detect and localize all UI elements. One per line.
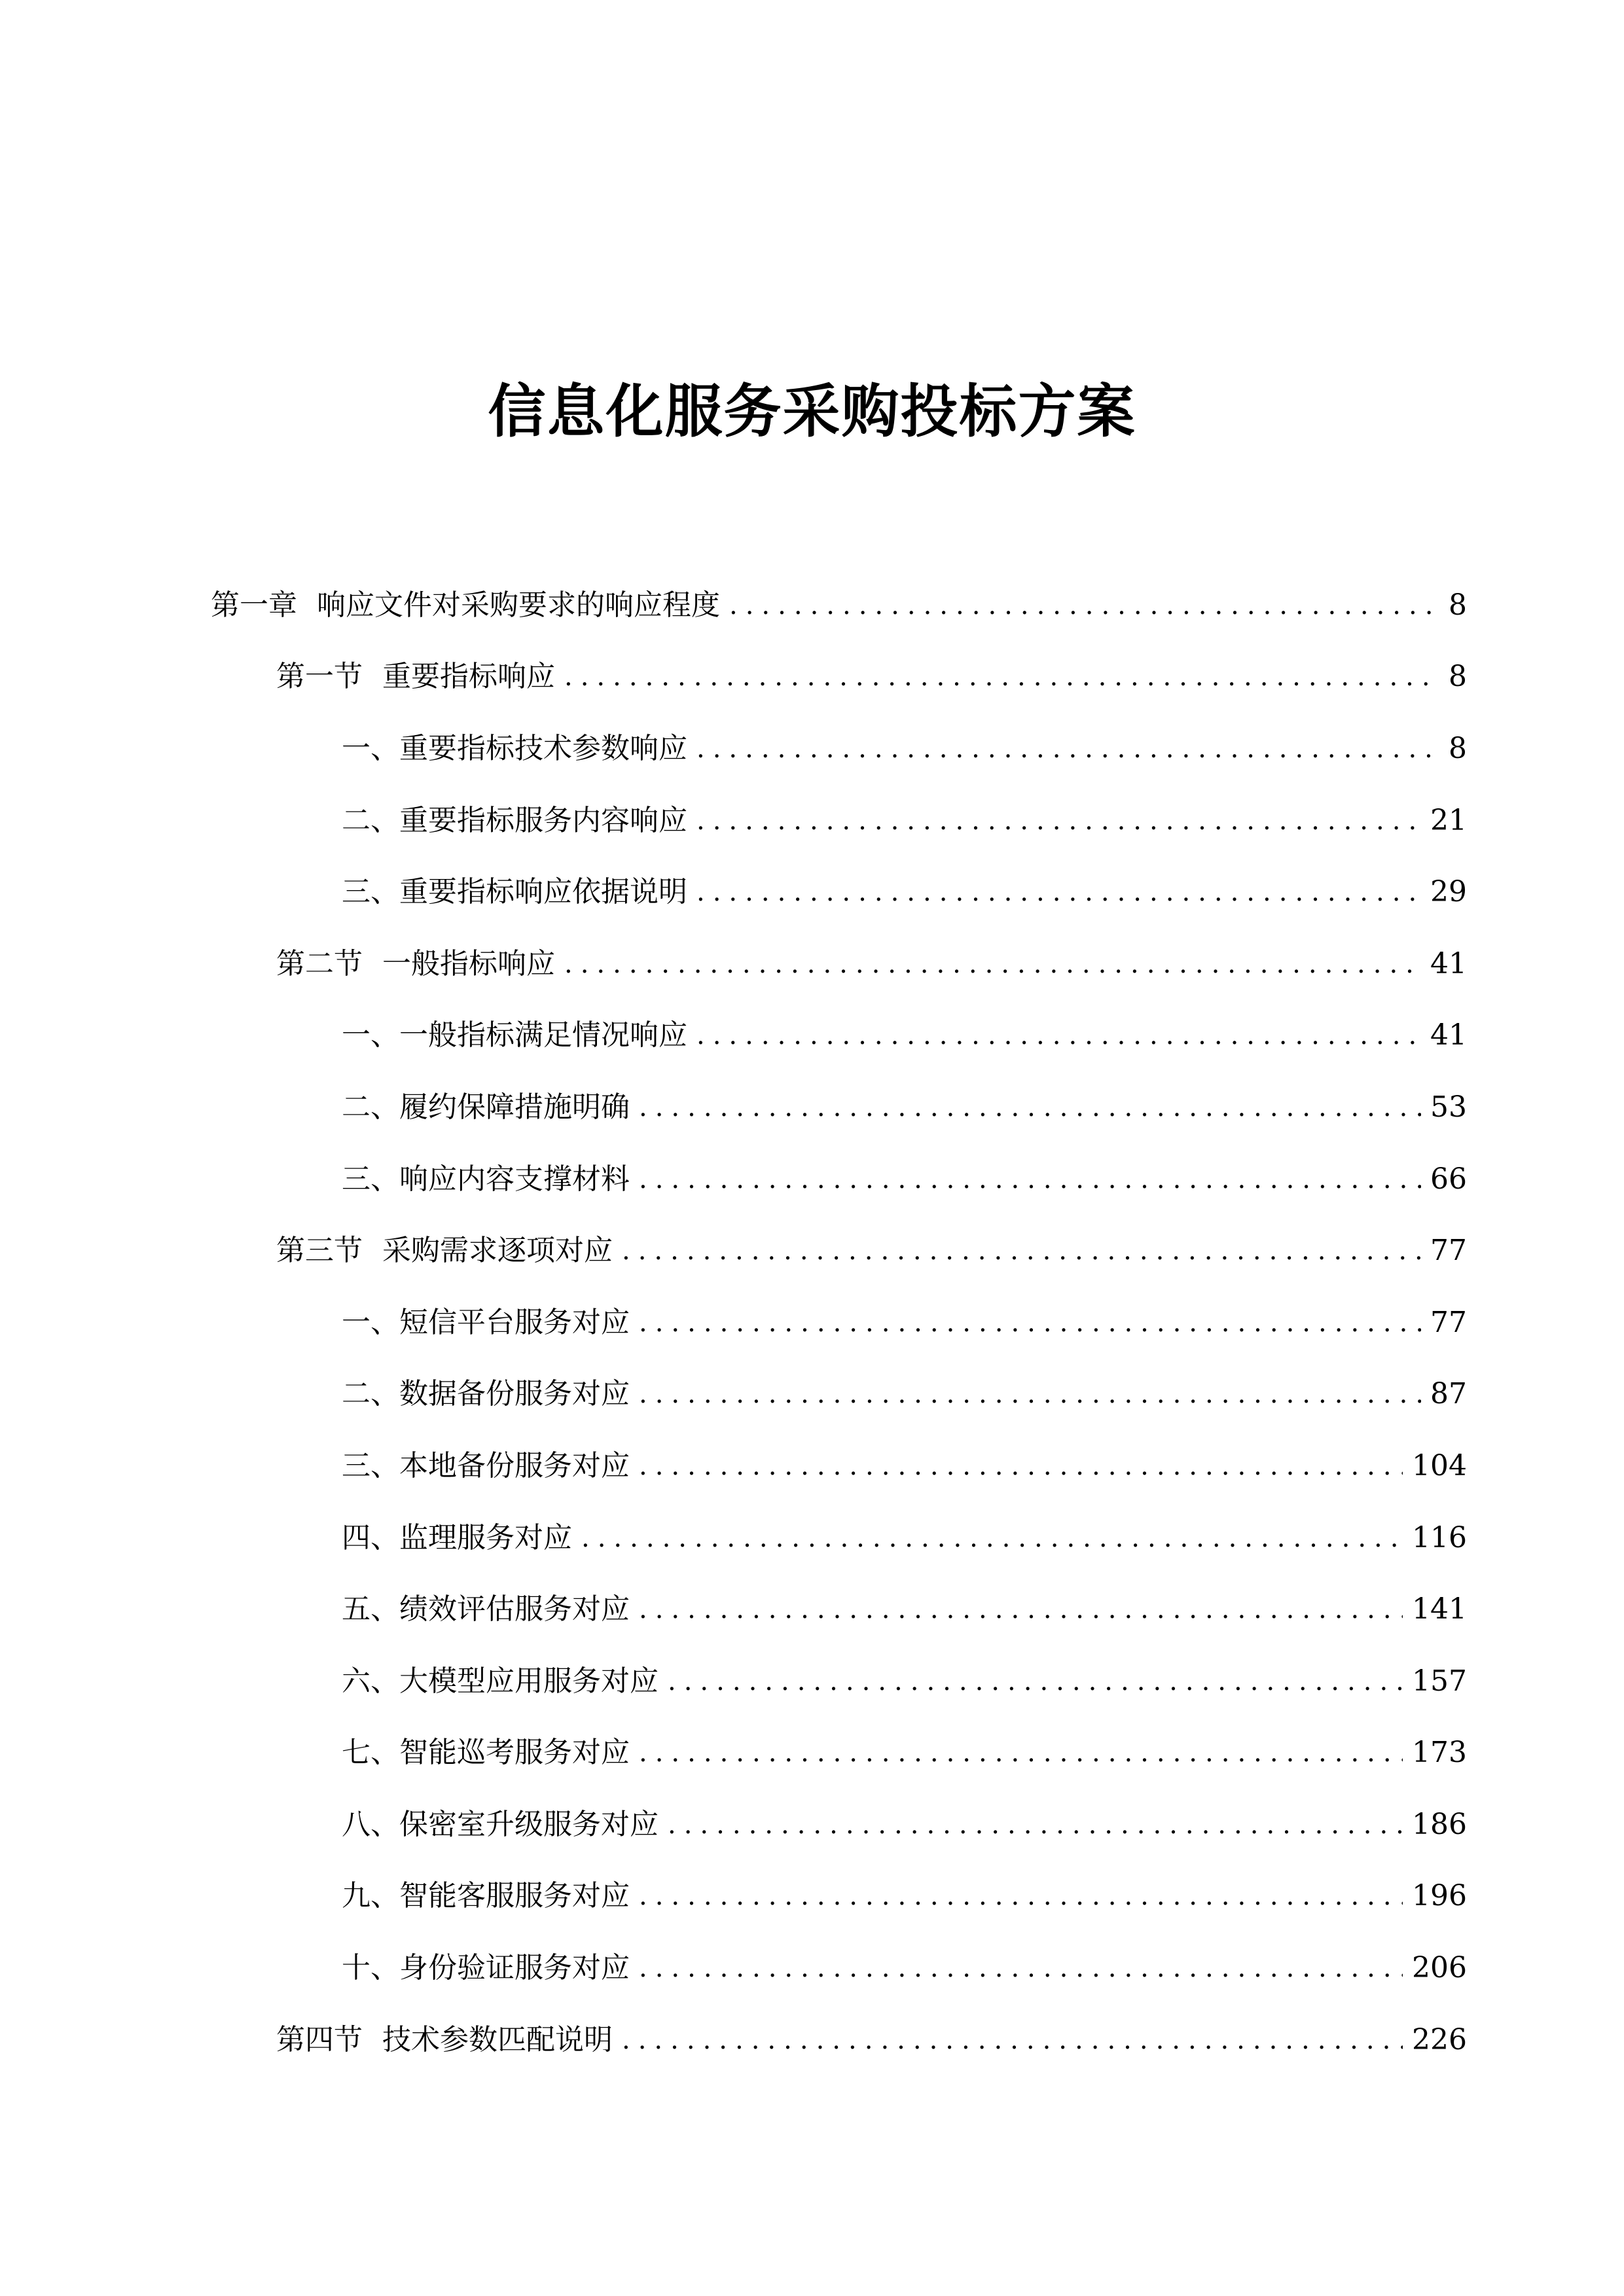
toc-entry-title: 身份验证服务对应 [399, 1951, 630, 1985]
toc-entry-page: 87 [1430, 1377, 1467, 1411]
toc-entry-item[interactable] [0, 1573, 1624, 1645]
toc-entry-number: 三、 [342, 1448, 399, 1482]
toc-entry-item[interactable] [0, 1645, 1624, 1717]
toc-leader-dots [622, 2020, 1403, 2060]
toc-entry-number: 十、 [342, 1951, 399, 1985]
table-of-contents [0, 569, 1624, 2075]
toc-entry-item[interactable] [0, 856, 1624, 928]
toc-leader-dots [564, 944, 1421, 984]
toc-entry-title: 本地备份服务对应 [399, 1448, 630, 1482]
document-title: 信息化服务采购投标方案 [488, 377, 1136, 445]
toc-entry-item[interactable] [0, 785, 1624, 857]
toc-entry-number: 五、 [342, 1592, 399, 1626]
toc-leader-dots [639, 1160, 1421, 1199]
toc-leader-dots [639, 1303, 1421, 1342]
toc-entry-item[interactable] [0, 713, 1624, 785]
toc-entry-number: 一、 [342, 731, 399, 765]
toc-entry-page: 8 [1449, 588, 1467, 622]
toc-entry-title: 技术参数匹配说明 [382, 2022, 613, 2056]
toc-entry-number: 二、 [342, 1090, 399, 1124]
toc-leader-dots [639, 1733, 1403, 1772]
toc-entry-page: 29 [1430, 875, 1467, 909]
toc-entry-number: 第三节 [276, 1234, 363, 1268]
toc-entry-page: 8 [1449, 660, 1467, 694]
toc-entry-section-4[interactable] [0, 2004, 1624, 2076]
toc-entry-number: 第四节 [276, 2022, 363, 2056]
toc-leader-dots [639, 1948, 1403, 1988]
toc-entry-number: 七、 [342, 1736, 399, 1770]
toc-entry-chapter-1[interactable] [0, 569, 1624, 641]
toc-entry-number: 三、 [342, 1162, 399, 1196]
toc-entry-page: 186 [1412, 1807, 1467, 1841]
toc-entry-title: 重要指标响应 [382, 660, 555, 694]
toc-entry-page: 196 [1412, 1879, 1467, 1913]
toc-entry-title: 监理服务对应 [399, 1520, 572, 1554]
toc-entry-number: 二、 [342, 1377, 399, 1411]
toc-entry-number: 第一章 [211, 588, 297, 622]
toc-entry-number: 一、 [342, 1305, 399, 1339]
toc-entry-page: 53 [1430, 1090, 1467, 1124]
toc-entry-page: 157 [1412, 1664, 1467, 1698]
toc-entry-item[interactable] [0, 1430, 1624, 1502]
toc-entry-page: 104 [1412, 1448, 1467, 1482]
toc-entry-page: 77 [1430, 1305, 1467, 1339]
toc-entry-number: 一、 [342, 1018, 399, 1052]
toc-entry-item[interactable] [0, 1287, 1624, 1359]
toc-leader-dots [639, 1446, 1403, 1486]
toc-entry-item[interactable] [0, 1789, 1624, 1861]
toc-entry-item[interactable] [0, 1000, 1624, 1072]
toc-entry-number: 六、 [342, 1664, 399, 1698]
toc-leader-dots [668, 1805, 1403, 1844]
toc-entry-item[interactable] [0, 1143, 1624, 1215]
toc-entry-section-1[interactable] [0, 641, 1624, 713]
toc-leader-dots [639, 1876, 1403, 1916]
toc-leader-dots [696, 729, 1439, 768]
toc-entry-number: 第一节 [276, 660, 363, 694]
toc-entry-title: 短信平台服务对应 [399, 1305, 630, 1339]
toc-entry-number: 四、 [342, 1520, 399, 1554]
toc-leader-dots [668, 1662, 1403, 1701]
toc-entry-page: 41 [1430, 946, 1467, 980]
toc-entry-title: 智能客服服务对应 [399, 1879, 630, 1913]
toc-entry-page: 226 [1412, 2022, 1467, 2056]
toc-entry-section-2[interactable] [0, 928, 1624, 1000]
toc-entry-item[interactable] [0, 1502, 1624, 1574]
toc-leader-dots [729, 586, 1439, 625]
toc-entry-number: 二、 [342, 803, 399, 837]
toc-entry-item[interactable] [0, 1932, 1624, 2004]
toc-entry-title: 重要指标技术参数响应 [399, 731, 687, 765]
toc-entry-page: 21 [1430, 803, 1467, 837]
toc-entry-title: 智能巡考服务对应 [399, 1736, 630, 1770]
toc-entry-title: 重要指标响应依据说明 [399, 875, 687, 909]
toc-entry-item[interactable] [0, 1359, 1624, 1431]
toc-leader-dots [564, 657, 1439, 696]
toc-entry-title: 采购需求逐项对应 [382, 1234, 613, 1268]
toc-leader-dots [639, 1088, 1421, 1127]
toc-leader-dots [581, 1518, 1403, 1558]
toc-entry-title: 数据备份服务对应 [399, 1377, 630, 1411]
toc-entry-number: 八、 [342, 1807, 399, 1841]
toc-entry-page: 206 [1412, 1951, 1467, 1985]
toc-leader-dots [639, 1374, 1421, 1414]
toc-entry-page: 141 [1412, 1592, 1467, 1626]
toc-entry-number: 九、 [342, 1879, 399, 1913]
toc-entry-item[interactable] [0, 1861, 1624, 1933]
toc-entry-section-3[interactable] [0, 1215, 1624, 1287]
toc-entry-number: 第二节 [276, 946, 363, 980]
toc-entry-page: 41 [1430, 1018, 1467, 1052]
toc-entry-title: 履约保障措施明确 [399, 1090, 630, 1124]
toc-entry-title: 响应内容支撑材料 [399, 1162, 630, 1196]
toc-leader-dots [696, 1016, 1421, 1055]
toc-entry-page: 77 [1430, 1234, 1467, 1268]
toc-entry-title: 重要指标服务内容响应 [399, 803, 687, 837]
toc-entry-item[interactable] [0, 1717, 1624, 1789]
toc-entry-page: 116 [1412, 1520, 1467, 1554]
toc-entry-title: 绩效评估服务对应 [399, 1592, 630, 1626]
toc-entry-title: 响应文件对采购要求的响应程度 [317, 588, 720, 622]
toc-entry-title: 保密室升级服务对应 [399, 1807, 659, 1841]
toc-entry-page: 173 [1412, 1736, 1467, 1770]
toc-entry-page: 66 [1430, 1162, 1467, 1196]
toc-entry-title: 一般指标响应 [382, 946, 555, 980]
toc-entry-page: 8 [1449, 731, 1467, 765]
toc-leader-dots [639, 1590, 1403, 1629]
toc-entry-title: 大模型应用服务对应 [399, 1664, 659, 1698]
toc-leader-dots [696, 872, 1421, 912]
toc-entry-title: 一般指标满足情况响应 [399, 1018, 687, 1052]
toc-entry-item[interactable] [0, 1071, 1624, 1143]
toc-entry-number: 三、 [342, 875, 399, 909]
toc-leader-dots [696, 801, 1421, 840]
toc-leader-dots [622, 1231, 1421, 1270]
